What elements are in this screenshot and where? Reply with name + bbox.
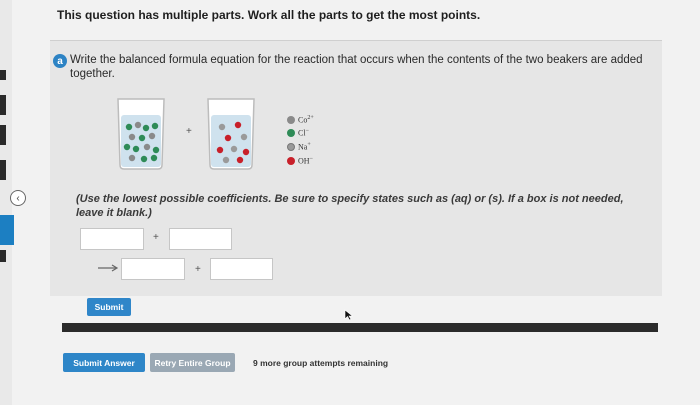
beaker-left-icon xyxy=(118,99,164,169)
legend-label: Cl− xyxy=(298,128,309,138)
product-1-input[interactable] xyxy=(121,258,185,280)
reaction-arrow-icon xyxy=(97,262,119,274)
submit-answer-button[interactable]: Submit Answer xyxy=(63,353,145,372)
submit-button[interactable]: Submit xyxy=(87,298,131,316)
legend-item-sodium xyxy=(287,142,311,152)
beaker-plus: + xyxy=(186,126,192,137)
legend-label: OH− xyxy=(298,156,313,166)
part-badge: a xyxy=(53,54,67,68)
reactant-1-input[interactable] xyxy=(80,228,144,250)
legend-item-cobalt xyxy=(287,115,314,125)
chloride-ion-icon xyxy=(287,129,295,137)
reactant-2-input[interactable] xyxy=(169,228,232,250)
legend-item-hydroxide xyxy=(287,156,313,166)
equation-plus-right: + xyxy=(195,264,201,275)
rail-mark xyxy=(0,250,6,262)
beakers-figure xyxy=(112,95,272,175)
instructions-hint: (Use the lowest possible coefficients. Be sure to specify states such as (aq) or (s). If a box is not needed, leave it blank.) xyxy=(76,193,624,219)
question-header: This question has multiple parts. Work all the parts to get the most points. xyxy=(57,8,481,22)
equation-plus-left: + xyxy=(153,232,159,243)
retry-entire-group-button[interactable]: Retry Entire Group xyxy=(150,353,235,372)
legend-label: Na+ xyxy=(298,142,311,152)
collapse-chevron-icon[interactable]: ‹ xyxy=(10,190,26,206)
mouse-cursor-icon xyxy=(344,309,354,321)
hydroxide-ion-icon xyxy=(287,157,295,165)
legend-item-chloride xyxy=(287,128,309,138)
rail-mark xyxy=(0,95,6,115)
sodium-ion-icon xyxy=(287,143,295,151)
legend-label: $Co^{2+}$ xyxy=(298,115,314,125)
rail-mark xyxy=(0,125,6,145)
attempts-remaining: 9 more group attempts remaining xyxy=(253,358,389,368)
product-2-input[interactable] xyxy=(210,258,273,280)
rail-mark xyxy=(0,70,6,80)
section-divider-bar xyxy=(62,323,658,332)
rail-mark xyxy=(0,160,6,180)
cobalt-ion-icon xyxy=(287,116,295,124)
rail-active-indicator xyxy=(0,215,14,245)
beaker-right-icon xyxy=(208,99,254,169)
left-rail xyxy=(0,0,12,405)
part-prompt: Write the balanced formula equation for the reaction that occurs when the contents of the two beakers are added together. xyxy=(70,54,643,80)
